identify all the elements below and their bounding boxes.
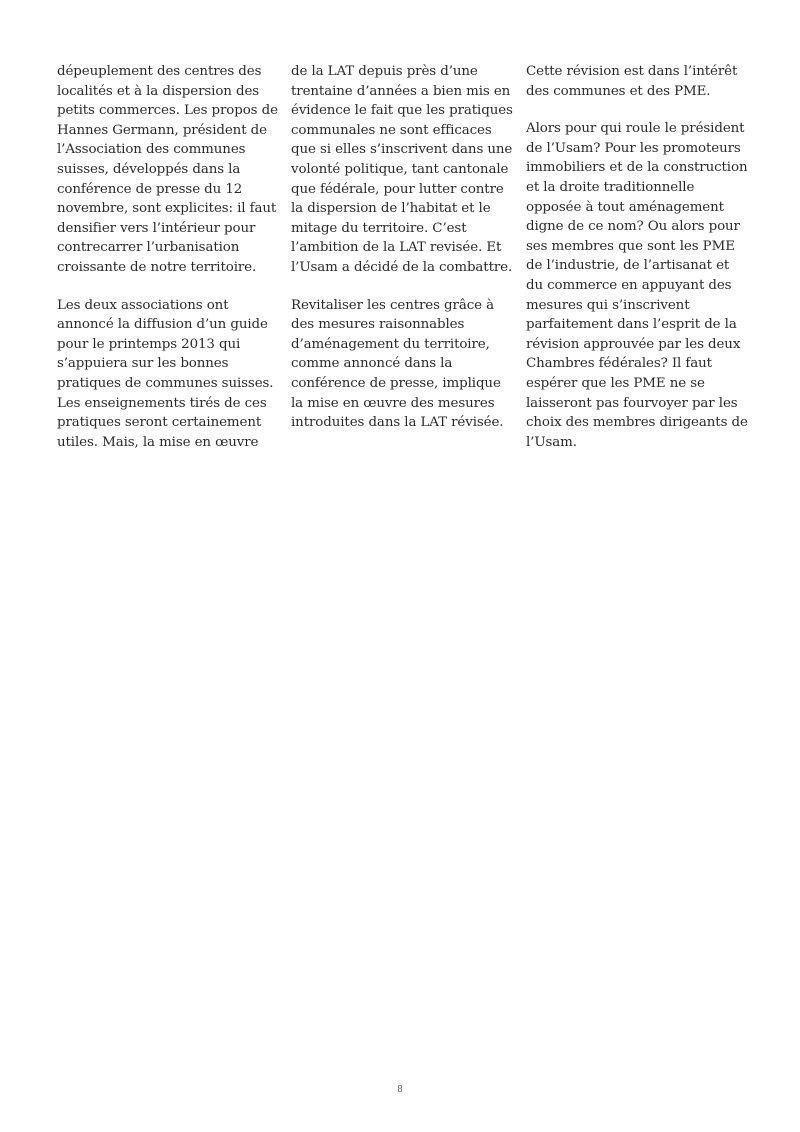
paragraph: Alors pour qui roule le président de l’Usam? Pour les promoteurs immobiliers et de la construction et la droite traditionnelle opposée à tout aménagement digne de ce nom? Ou alors pour ses membres que sont les PME de l’industrie, de l’artisanat et du commerce en appuyant des mesures qui s’inscrivent parfaitement dans l’esprit de la révision approuvée par les deux Chambres fédérales? Il faut espérer que les PME ne se laisseront pas fourvoyer par les choix des membres dirigeants de l’Usam. xyxy=(526,121,748,450)
paragraph: Cette révision est dans l’intérêt des communes et des PME. xyxy=(526,64,738,99)
text-column-2 xyxy=(291,62,515,451)
paragraph: dépeuplement des centres des localités et à la dispersion des petits commerces. Les propos de Hannes Germann, président de l’Association des communes suisses, développés dans la conférence de presse du 12 novembre, sont explicites: il faut densifier vers l’intérieur pour contrecarrer l’urbanisation croissante de notre territoire. xyxy=(57,64,278,275)
text-column-1 xyxy=(57,62,281,470)
paragraph: de la LAT depuis près d’une trentaine d’années a bien mis en évidence le fait que les pratiques communales ne sont efficaces que si elles s’inscrivent dans une volonté politique, tant cantonale que fédérale, pour lutter contre la dispersion de l’habitat et le mitage du territoire. C’est l’ambition de la LAT revisée. Et l’Usam a décidé de la combattre. xyxy=(291,64,513,275)
page-number: 8 xyxy=(397,1085,403,1095)
paragraph: Les deux associations ont annoncé la diffusion d’un guide pour le printemps 2013 qui s’appuiera sur les bonnes pratiques de communes suisses. Les enseignements tirés de ces pratiques seront certainement utiles. Mais, la mise en œuvre xyxy=(57,297,274,450)
paragraph: Revitaliser les centres grâce à des mesures raisonnables d’aménagement du territoire, comme annoncé dans la conférence de presse, implique la mise en œuvre des mesures introduites dans la LAT révisée. xyxy=(291,297,504,431)
text-column-3 xyxy=(526,62,750,470)
